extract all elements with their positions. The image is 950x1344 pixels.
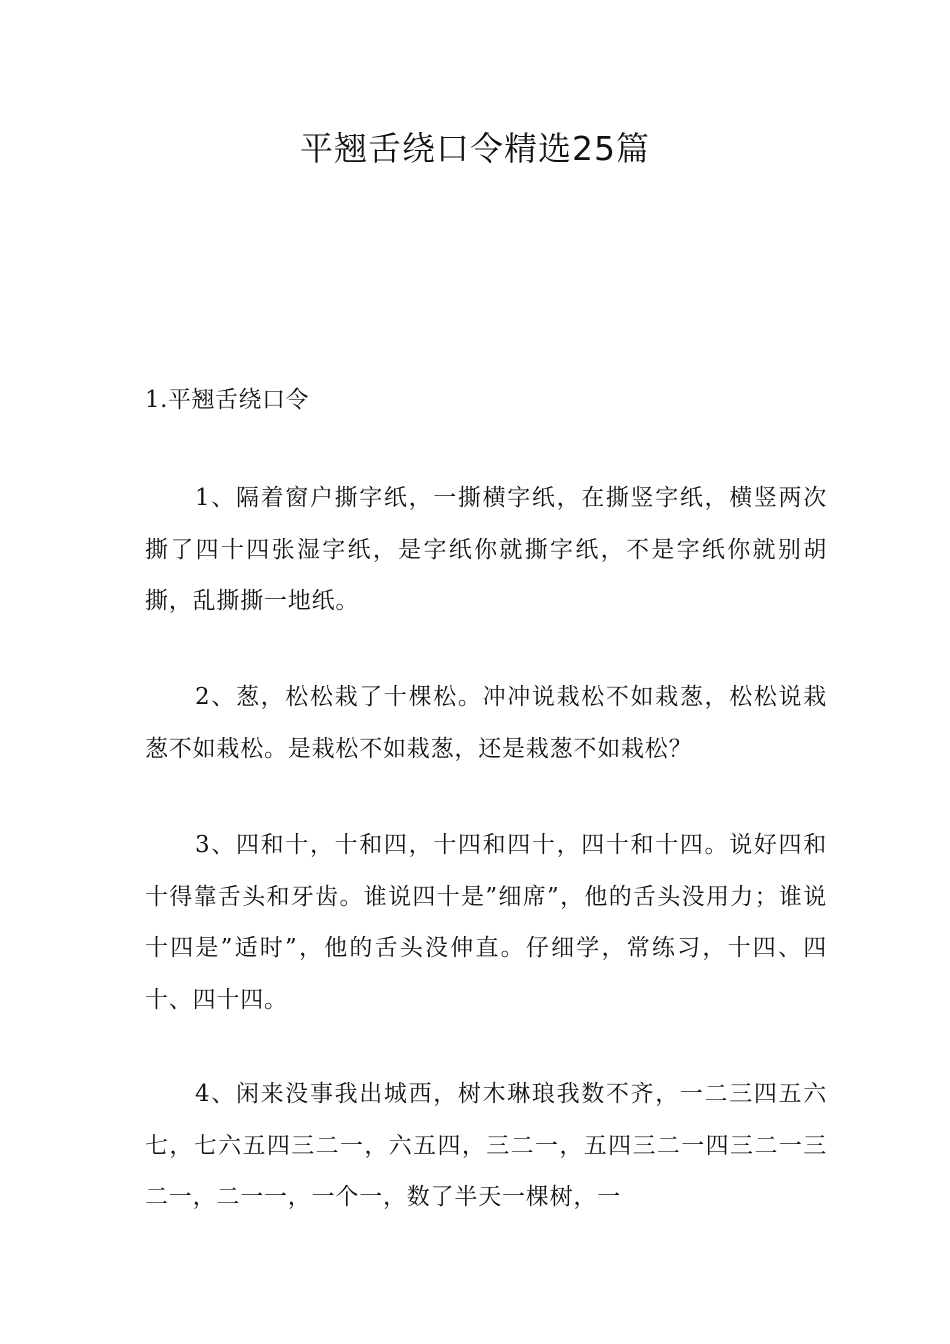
- section-heading: 1.平翘舌绕口令: [145, 387, 309, 413]
- paragraph-3: 3、四和十，十和四，十四和四十，四十和十四。说好四和十得靠舌头和牙齿。谁说四十是”细席”，他的舌头没用力；谁说十四是”适时”，他的舌头没伸直。仔细学，常练习，十四、四十、四十四。: [145, 832, 827, 1013]
- paragraph-1: 1、隔着窗户撕字纸，一撕横字纸，在撕竖字纸，横竖两次撕了四十四张湿字纸，是字纸你就撕字纸，不是字纸你就别胡撕，乱撕撕一地纸。: [145, 485, 827, 614]
- paragraph-4: 4、闲来没事我出城西，树木琳琅我数不齐，一二三四五六七，七六五四三二一，六五四，三二一，五四三二一四三二一三二一，二一一，一个一，数了半天一棵树，一: [145, 1081, 827, 1210]
- document-title: 平翘舌绕口令精选25篇: [300, 129, 650, 168]
- paragraph-2: 2、葱，松松栽了十棵松。冲冲说栽松不如栽葱，松松说栽葱不如栽松。是栽松不如栽葱，还是栽葱不如栽松？: [145, 684, 827, 762]
